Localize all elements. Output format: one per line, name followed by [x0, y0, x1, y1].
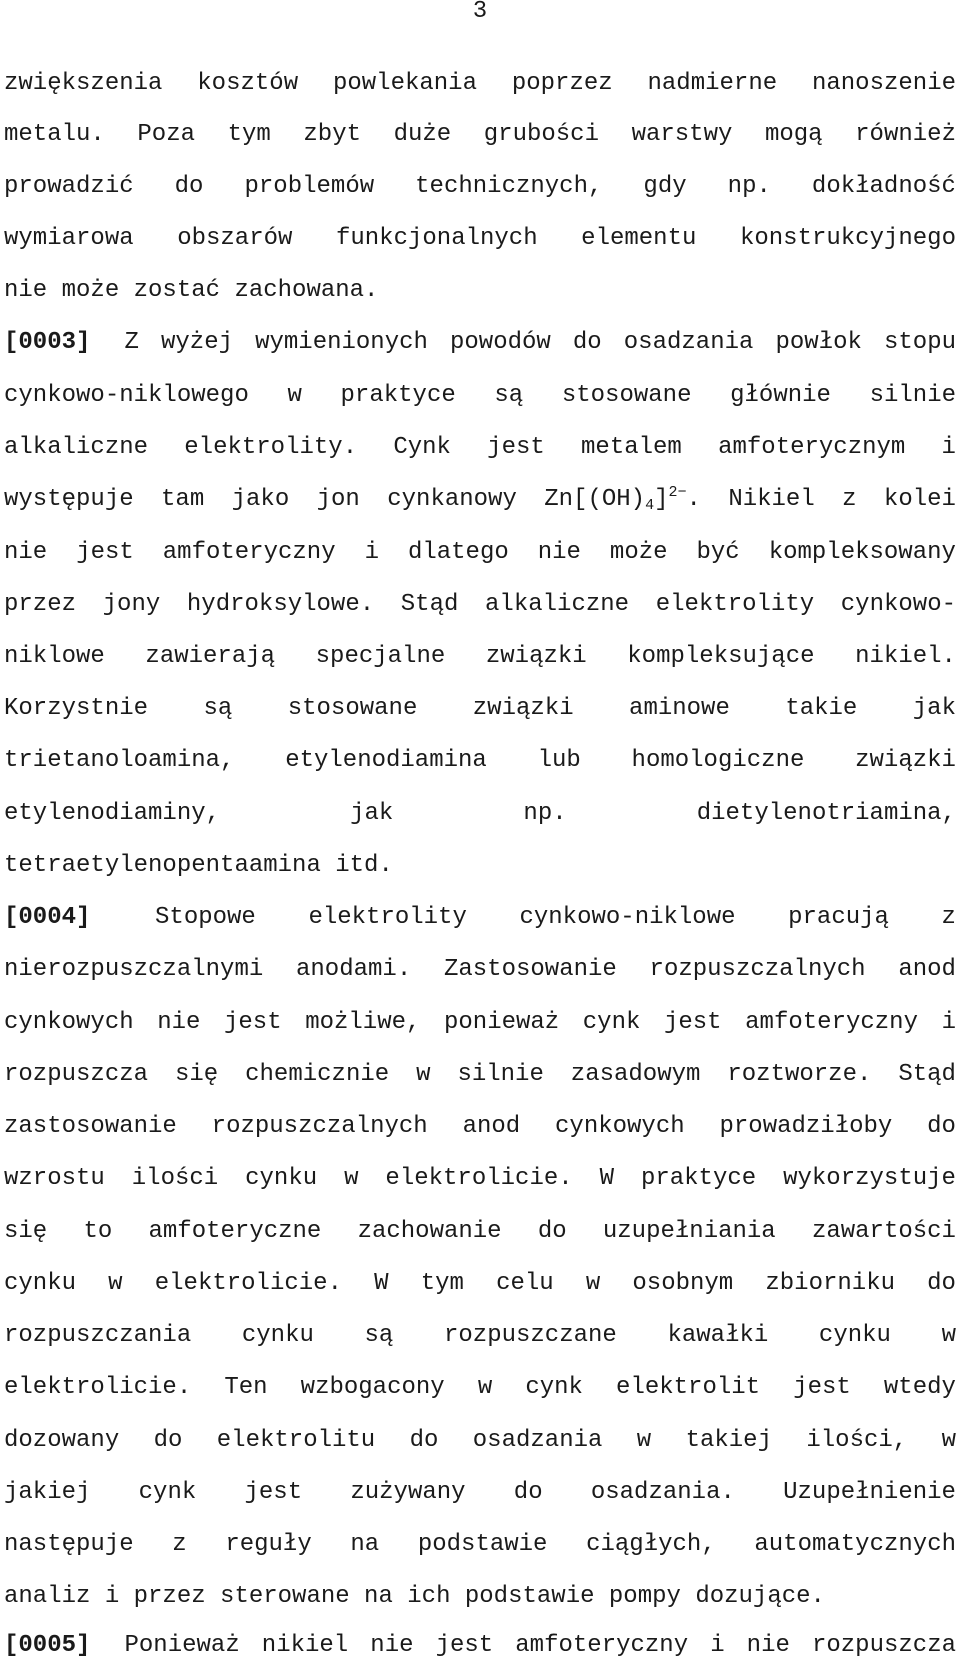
text-line [4, 1478, 956, 1508]
word: jest [435, 1632, 494, 1659]
word: w [477, 1374, 493, 1401]
text-line [4, 746, 956, 776]
text-line [4, 381, 956, 411]
word: amfoteryczny [162, 539, 336, 566]
word: Stąd [898, 1061, 956, 1088]
word: do [572, 329, 602, 356]
word: z [842, 486, 857, 513]
word: anod [462, 1113, 521, 1140]
text-line [4, 955, 956, 985]
word: z [941, 904, 956, 931]
word: alkaliczne [485, 591, 630, 618]
word: wzrostu [4, 1165, 105, 1192]
word: możliwe, [305, 1009, 421, 1036]
word: cynkowo- [840, 591, 956, 618]
word: specjalne [315, 643, 446, 670]
text-line [4, 1269, 956, 1299]
word: praktyce [640, 1165, 757, 1192]
word: lub [537, 747, 581, 774]
word: osobnym [632, 1270, 734, 1297]
word: np. [727, 173, 771, 200]
formula-subscript: 4 [645, 497, 655, 514]
text-line [4, 1112, 956, 1142]
text-line [4, 1060, 956, 1090]
paragraph-number: [0003] [4, 329, 91, 356]
text-line [4, 538, 956, 568]
word: funkcjonalnych [335, 225, 538, 252]
word: anodami. [296, 956, 412, 983]
word: warstwy [631, 121, 733, 148]
word: związki [485, 643, 587, 670]
word: powłok [775, 329, 862, 356]
word: wyżej [160, 329, 233, 356]
word: jon [316, 486, 360, 513]
word: zawierają [145, 643, 276, 670]
word: problemów [244, 173, 375, 200]
word: związki [855, 747, 956, 774]
word: Nikiel [728, 486, 815, 513]
word: wymiarowa [4, 225, 134, 252]
word: jak [350, 800, 394, 827]
text-line [4, 851, 956, 881]
word: cynku [241, 1322, 314, 1349]
word: w [941, 1322, 956, 1349]
word: zastosowanie [4, 1113, 177, 1140]
word: mogą [764, 121, 823, 148]
word: głównie [730, 382, 831, 409]
word: konstrukcyjnego [739, 225, 956, 252]
word: stopu [883, 329, 956, 356]
word: elektrolicie. [385, 1165, 573, 1192]
word: ilości, [806, 1427, 908, 1454]
word: cynku [818, 1322, 891, 1349]
word: rozpuszcza [4, 1061, 149, 1088]
word: osadzania [623, 329, 754, 356]
word: wymienionych [255, 329, 428, 356]
formula-part: Zn[(OH) [544, 486, 646, 513]
word: są [494, 382, 524, 409]
text-line [4, 1582, 956, 1612]
word: kompleksowany [768, 539, 956, 566]
word: Zastosowanie [443, 956, 617, 983]
text-line [4, 485, 956, 515]
word: w [287, 382, 302, 409]
word: gdy [643, 173, 687, 200]
word: ilości [131, 1165, 219, 1192]
word: amfoteryczny [745, 1009, 918, 1036]
word: w [941, 1427, 956, 1454]
word: dlatego [407, 539, 509, 566]
word: zasadowym [570, 1061, 701, 1088]
word: się [4, 1218, 48, 1245]
word: jest [76, 539, 134, 566]
word: automatycznych [754, 1531, 956, 1558]
word: silnie [869, 382, 956, 409]
word: być [696, 539, 740, 566]
word: osadzania [472, 1427, 603, 1454]
word: zużywany [350, 1479, 466, 1506]
text-line [4, 642, 956, 672]
word: nie [537, 539, 581, 566]
word: takie [785, 695, 858, 722]
formula-part: ] [654, 486, 669, 513]
word: dietylenotriamina, [696, 800, 956, 827]
word: to [83, 1218, 113, 1245]
word: wzbogacony [300, 1374, 445, 1401]
word: są [364, 1322, 394, 1349]
word: cynkowych [555, 1113, 685, 1140]
word: elementu [581, 225, 697, 252]
word: praktyce [340, 382, 456, 409]
word: przez [4, 591, 77, 618]
word: Korzystnie [4, 695, 149, 722]
word: Z [124, 329, 139, 356]
text-line [4, 69, 956, 99]
word: roztworze. [727, 1061, 872, 1088]
text-line [4, 328, 956, 358]
word: w [585, 1270, 601, 1297]
word: niklowe [4, 643, 105, 670]
word: rozpuszczane [443, 1322, 617, 1349]
word: celu [496, 1270, 554, 1297]
word: nierozpuszczalnymi [4, 956, 264, 983]
text-line [4, 1217, 956, 1247]
word: metalu. [4, 121, 105, 148]
word: jony [102, 591, 161, 618]
word: nikiel. [855, 643, 956, 670]
word: jest [487, 434, 545, 461]
word: prowadzić [4, 173, 134, 200]
word: elektrolity. [184, 434, 358, 461]
word: jak [912, 695, 956, 722]
text-line [4, 120, 956, 150]
word: cynk [582, 1009, 641, 1036]
word: rozpuszcza [811, 1632, 956, 1659]
word: ponieważ [443, 1009, 560, 1036]
word: do [513, 1479, 543, 1506]
word: reguły [225, 1531, 312, 1558]
word: cynku [4, 1270, 77, 1297]
word: do [174, 173, 204, 200]
word: dozowany [4, 1427, 120, 1454]
text-line [4, 1530, 956, 1560]
text-line [4, 1321, 956, 1351]
word: i [364, 539, 379, 566]
text-line [4, 799, 956, 829]
word: zbiorniku [765, 1270, 895, 1297]
word: cynkanowy [387, 486, 517, 513]
word: elektrolity [655, 591, 815, 618]
word: związki [472, 695, 574, 722]
word: pracują [788, 904, 889, 931]
word: elektrolity [308, 904, 467, 931]
word: rozpuszczania [4, 1322, 192, 1349]
word: jest [244, 1479, 303, 1506]
word: nie [157, 1009, 201, 1036]
word: z [172, 1531, 187, 1558]
text-line [4, 224, 956, 254]
word: i [941, 1009, 956, 1036]
line-text: tetraetylenopentaamina itd. [4, 852, 393, 879]
word: cynkowych [4, 1009, 134, 1036]
word: stosowane [561, 382, 692, 409]
word: kolei [883, 486, 956, 513]
word: elektrolitu [216, 1427, 376, 1454]
word: cynku [245, 1165, 318, 1192]
word: W [374, 1270, 389, 1297]
word: cynkowo-niklowe [519, 904, 736, 931]
word: jest [793, 1374, 851, 1401]
word: cynk [525, 1374, 583, 1401]
word: w [416, 1061, 431, 1088]
word: obszarów [177, 225, 293, 252]
word: technicznych, [415, 173, 603, 200]
word: anod [898, 956, 956, 983]
word: nie [4, 539, 48, 566]
word: etylenodiaminy, [4, 800, 221, 827]
word: grubości [483, 121, 599, 148]
word: może [609, 539, 668, 566]
word: takiej [685, 1427, 772, 1454]
word: zbyt [303, 121, 361, 148]
line-text: nie może zostać zachowana. [4, 277, 379, 304]
word: elektrolicie. [154, 1270, 342, 1297]
word: powlekania [332, 70, 477, 97]
word: poprzez [511, 70, 613, 97]
word: uzupełniania [602, 1218, 776, 1245]
word: nadmierne [647, 70, 778, 97]
word: Ponieważ [124, 1632, 240, 1659]
word: się [174, 1061, 219, 1088]
word: na [350, 1531, 380, 1558]
word: nie [746, 1632, 790, 1659]
word: nikiel [261, 1632, 349, 1659]
word: rozpuszczalnych [649, 956, 866, 983]
word: kompleksujące [627, 643, 815, 670]
word: zachowanie [357, 1218, 502, 1245]
word: chemicznie [245, 1061, 390, 1088]
word: powodów [449, 329, 551, 356]
word: do [153, 1427, 183, 1454]
text-line [4, 694, 956, 724]
word: w [344, 1165, 359, 1192]
word: tym [420, 1270, 464, 1297]
formula-superscript: 2− [668, 485, 687, 501]
text-line [4, 433, 956, 463]
word: prowadziłoby [719, 1113, 893, 1140]
chemical-formula [544, 485, 701, 515]
word: Poza [137, 121, 196, 148]
word: Stąd [400, 591, 459, 618]
word: cynk [138, 1479, 197, 1506]
word: nanoszenie [811, 70, 956, 97]
paragraph-number: [0005] [4, 1632, 91, 1659]
word: zawartości [811, 1218, 956, 1245]
text-line [4, 276, 956, 306]
paragraph-number: [0004] [4, 904, 91, 931]
word: np. [523, 800, 567, 827]
word: jest [663, 1009, 722, 1036]
word: silnie [457, 1061, 544, 1088]
word: Cynk [393, 434, 451, 461]
word: tam [161, 486, 205, 513]
word: do [927, 1270, 956, 1297]
word: metalem [581, 434, 682, 461]
word: występuje [4, 486, 134, 513]
text-line [4, 1008, 956, 1038]
text-line [4, 1426, 956, 1456]
word: homologiczne [631, 747, 805, 774]
word: Ten [224, 1374, 268, 1401]
word: dokładność [811, 173, 956, 200]
word: rozpuszczalnych [211, 1113, 428, 1140]
word: do [927, 1113, 956, 1140]
formula-part: . [686, 486, 701, 513]
text-line [4, 172, 956, 202]
word: Stopowe [155, 904, 256, 931]
word: jest [224, 1009, 282, 1036]
word: hydroksylowe. [186, 591, 375, 618]
word: alkaliczne [4, 434, 149, 461]
word: zwiększenia [4, 70, 163, 97]
word: również [855, 121, 956, 148]
word: osadzania. [590, 1479, 735, 1506]
word: wtedy [883, 1374, 956, 1401]
word: ciągłych, [586, 1531, 716, 1558]
word: amfoterycznym [718, 434, 906, 461]
line-text: analiz i przez sterowane na ich podstawie pompy dozujące. [4, 1583, 825, 1610]
word: W [599, 1165, 614, 1192]
word: amfoteryczny [515, 1632, 689, 1659]
word: wykorzystuje [783, 1165, 956, 1192]
word: i [710, 1632, 725, 1659]
word: do [537, 1218, 567, 1245]
word: do [409, 1427, 439, 1454]
word: elektrolicie. [4, 1374, 192, 1401]
word: i [941, 434, 956, 461]
word: jako [231, 486, 290, 513]
text-line [4, 1373, 956, 1403]
word: cynkowo-niklowego [4, 382, 249, 409]
word: są [203, 695, 233, 722]
word: nie [370, 1632, 414, 1659]
word: aminowe [629, 695, 730, 722]
text-line [4, 1164, 956, 1194]
page-number: 3 [472, 0, 488, 25]
word: kosztów [197, 70, 299, 97]
word: tym [227, 121, 271, 148]
text-line [4, 1631, 956, 1661]
word: stosowane [287, 695, 418, 722]
word: amfoteryczne [148, 1218, 322, 1245]
word: w [108, 1270, 123, 1297]
word: jakiej [4, 1479, 91, 1506]
word: podstawie [417, 1531, 548, 1558]
word: duże [393, 121, 452, 148]
word: etylenodiamina [285, 747, 487, 774]
word: następuje [4, 1531, 134, 1558]
text-line [4, 903, 956, 933]
word: elektrolit [616, 1374, 761, 1401]
word: trietanoloamina, [4, 747, 235, 774]
word: w [636, 1427, 652, 1454]
word: Uzupełnienie [783, 1479, 956, 1506]
word: kawałki [667, 1322, 769, 1349]
text-line [4, 590, 956, 620]
